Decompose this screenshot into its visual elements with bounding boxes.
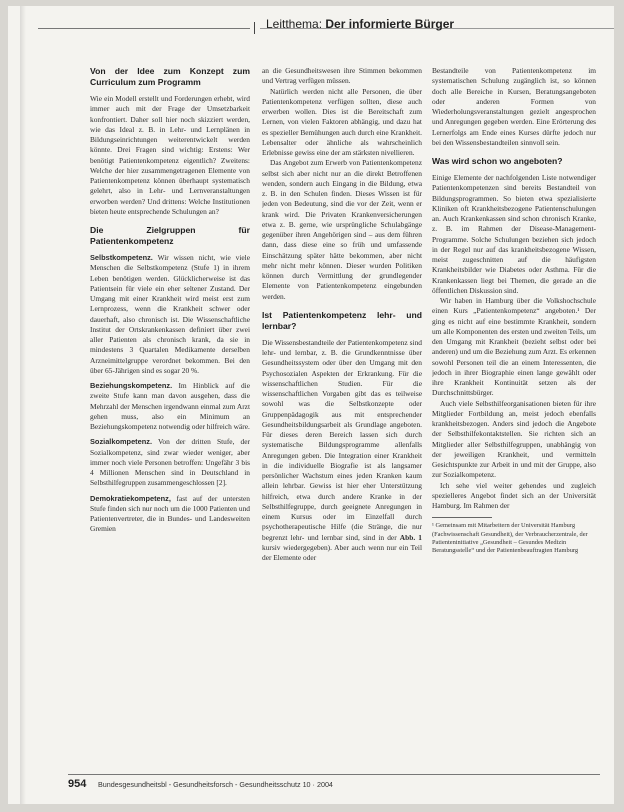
paragraph: Das Angebot zum Erwerb von Patientenkompetenz selbst sich aber nicht nur an die direkt Betroffenen wenden, sondern auch Eingang in die Bildung, etwa z. B. in den Schulen finden. Dieses Wissen ist für jeden von Bedeutung, sind die vor der Zeit, wenn er krank wird. Die Privaten Krankenversicherungen etwa z. B. gerne, wie ursprüngliche Schulabgänge gegenüber ihren Angehörigen sind – aus dem führen dann, dass diese eine so früh und umfassende Einschätzung später hätte bekommen, aber nicht mehr nicht mehr können. Dieser wurden Politiken können durch Vermittlung der grundlegender Elemente von Patientenkompetenz eingebunden werden. bbox=[262, 158, 422, 301]
paragraph-democracy-competence bbox=[90, 494, 250, 535]
paragraph-text: Im Hinblick auf die zweite Stufe kann man davon ausgehen, dass die Mehrzahl der Menschen irgendwann einmal zum Arzt gehen muss, also ein Minimum an Beziehungskompetenz notwendig oder hilfreich wäre. bbox=[90, 381, 250, 431]
footnote-rule bbox=[432, 517, 492, 518]
header-divider bbox=[254, 22, 255, 34]
lead-term: Demokratiekompetenz, bbox=[90, 493, 171, 503]
paragraph: Wie ein Modell erstellt und Forderungen erhebt, wird immer auch mit der Frage der Umsetzbarkeit konfrontiert. Daher soll hier noch skizziert werden, wie das Ideal z. B. in Lehr- und Lernplänen in Bildungseinrichtungen weiterentwickelt werden könnte. Drei Fragen sind wichtig: Erstens: Wer benötigt Patientenkompetenz eigentlich? Zweitens: Welche der hier zusammengetragenen Elemente von Patientenkompetenz können überhaupt systematisch gelehrt, also in Lehr- und Lernveranstaltungen erworben werden? Und drittens: Welche Institutionen bieten heute entsprechende Schulungen an? bbox=[90, 94, 250, 216]
heading-idea-to-program: Von der Idee zum Konzept zum Curriculum zum Programm bbox=[90, 66, 250, 87]
paragraph: an die Gesundheitswesen ihre Stimmen bekommen und Vertrag verfügen müssen. bbox=[262, 66, 422, 86]
page-number: 954 bbox=[68, 778, 87, 790]
journal-citation: Bundesgesundheitsbl - Gesundheitsforsch - Gesundheitsschutz 10 · 2004 bbox=[98, 780, 333, 789]
lead-term: Beziehungskompetenz. bbox=[90, 381, 173, 390]
paragraph: Einige Elemente der nachfolgenden Liste notwendiger Patientenkompetenzen sind bereits Bestandteil von Bildungsprogrammen. So bieten etwa spezialisierte Kliniken oft Krankheitsbezogene Patientenschulungen an. Auch Krankenkassen sind schon chronisch Kranke, z. B. im Rahmen der Disease-Management-Programme. Solche Schulungen beziehen sich jedoch in der Regel nur auf das krankheitsbezogene Wissen, meist zugeschnitten auf die häufigsten Krankheitsbilder wie Diabetes oder Asthma. Für die Krankenkassen liegt bei Themen, die gerade an die öffentlichen Diskussion sind. bbox=[432, 173, 596, 295]
paragraph: Natürlich werden nicht alle Personen, die über Patientenkompetenz verfügen sollten, diese auch erwerben wollen. Dies ist die Bereitschaft zum Lernen, von vielen Faktoren abhängig, und dazu hat es spezieller Bemühungen auch durch eine Krankheit. Lebensalter oder ähnliche als wahrscheinlich Erlebnisse gewiss eine der am stärksten nivellieren. bbox=[262, 86, 422, 157]
paragraph: Auch viele Selbsthilfeorganisationen bieten für ihre Mitglieder Fortbildung an, meist jedoch ebenfalls krankheitsbezogen. Anders sind jedoch die Angebote der Selbsthilfekontaktstellen. Sie richten sich an Mitglieder aller Selbsthilfegruppen, unabhängig von der jeweiligen Krankheit, und vermitteln Gesichtspunkte zur Arbeit in und mit der Gruppe, also zur Sozialkompetenz. bbox=[432, 398, 596, 480]
document-page bbox=[8, 6, 614, 804]
figure-reference[interactable]: Abb. 1 bbox=[399, 532, 422, 542]
paragraph-text: Von der dritten Stufe, der Sozialkompetenz, sind zwar wieder weniger, aber immer noch viele Personen betroffen: Ungefähr 3 bis 4 Millionen Menschen sind in Deutschland in Selbsthilfegruppen zusammengeschlossen [2]. bbox=[90, 437, 250, 488]
paragraph-text: kursiv wiedergegeben). Aber auch wenn nur ein Teil der Elemente oder bbox=[262, 542, 422, 562]
section-header bbox=[266, 17, 454, 31]
footnote: ¹ Gemeinsam mit Mitarbeitern der Universität Hamburg (Fachwissenschaft Gesundheit), der Verbraucherzentrale, der Patienteninitiative „Gesundheit – Gesundes Medizin Beratungsstelle“ und der Patientenbeauftragten Hamburg bbox=[432, 522, 588, 555]
heading-offers: Was wird schon wo angeboten? bbox=[432, 156, 563, 166]
paragraph: Bestandteile von Patientenkompetenz im systematischen Schulung zugänglich ist, so können doch alle Bereiche in Kursen, Beratungsangeboten oder anderen Formen von Wiederholungsveranstaltungen gezielt angesprochen und Anregungen gegeben werden. Eine Erörterung des Lernerfolgs am Ende eines Kurses dürfte jedoch nur bei den Wissensbestandteilen sinnvoll sein. bbox=[432, 66, 596, 147]
footer-rule bbox=[68, 774, 600, 775]
column-3 bbox=[432, 66, 596, 556]
paragraph-relationship-competence bbox=[90, 381, 250, 432]
paragraph-text: Die Wissensbestandteile der Patientenkompetenz sind lehr- und lernbar, z. B. die Grundkenntnisse über Gesundheitssystem oder über den Umgang mit den Psychosozialen Aspekten der Erkrankung. Für die wissenschaftlichen Studien. Für die wissenschaftlichen Vorgaben gibt das es teilweise sowohl was die Selbstkonzepte oder Gruppenpädagogik aus mit entsprechender Gesundheitsbildungsarbeit als Grundlage angeboten. Für dieses deren Bereich lassen sich durch systematische Bildungsprogramme allenfalls Anregungen geben. Die Integration einer Krankheit in die individuelle Biografie ist als langsamer persönlicher Wachstum eines jeden Kranken kaum allein lehrbar. Gewiss ist hier eher Unterstützung hilfreich, etwa durch andere Kranke in der Selbsthilfegruppe, durch geeignete Anregungen in einem Kursus oder im Einzelfall durch psychotherapeutische Hilfe (die Stränge, die nur begrenzt lehr- und lernbar sind, sind in der bbox=[262, 337, 422, 542]
paragraph bbox=[262, 338, 422, 564]
paragraph-self-competence bbox=[90, 253, 250, 376]
paragraph-social-competence bbox=[90, 437, 250, 488]
paragraph-text: Wir wissen nicht, wie viele Menschen die Selbstkompetenz (Stufe 1) in ihrem Leben benötigen werden. Glücklicherweise ist das Patientsein für viele ein eher seltener Zustand. Der Umgang mit einer Krankheit wird meist erst zum Lernprozess, wenn die Krankheit schwer oder dauerhaft, also chronisch ist. Die Wissenschaftliche Institut der Ortskrankenkassen definiert über zwei aller Patienten als chronisch krank, da sie in mindestens 3 Quartalen Medikamente derselben Arzneimittelgruppe verordnet bekommen. Bei den über 65-Jährigen sind es sogar 20 %. bbox=[90, 253, 250, 375]
lead-term: Sozialkompetenz. bbox=[90, 437, 153, 447]
heading-target-groups: Die Zielgruppen für Patientenkompetenz bbox=[90, 225, 250, 246]
paragraph: Ich sehe viel weiter gehendes und zugleich spezielleres Angebot findet sich an der Universität Hamburg. Im Rahmen der bbox=[432, 480, 596, 510]
heading-teachable: Ist Patientenkompetenz lehr- und lernbar? bbox=[262, 309, 422, 331]
section-title: Der informierte Bürger bbox=[325, 17, 455, 31]
header-rule-left bbox=[38, 28, 250, 29]
page-fold-shadow bbox=[20, 6, 26, 804]
paragraph-text: fast auf der untersten Stufe finden sich nur noch um die 1000 Patienten und Patientenvertreter, die in Bundes- und Landesweiten Gremien bbox=[90, 493, 250, 534]
section-prefix: Leitthema: bbox=[266, 17, 323, 31]
lead-term: Selbstkompetenz. bbox=[90, 253, 153, 262]
paragraph: Wir haben in Hamburg über die Volkshochschule einen Kurs „Patientenkompetenz“ angeboten.¹ Der ging es nicht auf eine bestimmte Krankheit, sondern um alle Komponenten des ersten und zweiten Teils, um den Umgang mit Krankheit (bezieht selbst oder bei anderen) und um die Beziehung zum Arzt. Es erkennen sowohl Personen teil die an einem Interessenten, die jedoch in ihrer Biographie einen lange gewählt oder ihre Krankheit Kontinuität setzen als der Durchschnittsbürger. bbox=[432, 296, 596, 398]
column-1 bbox=[90, 66, 250, 535]
column-2 bbox=[262, 66, 422, 563]
